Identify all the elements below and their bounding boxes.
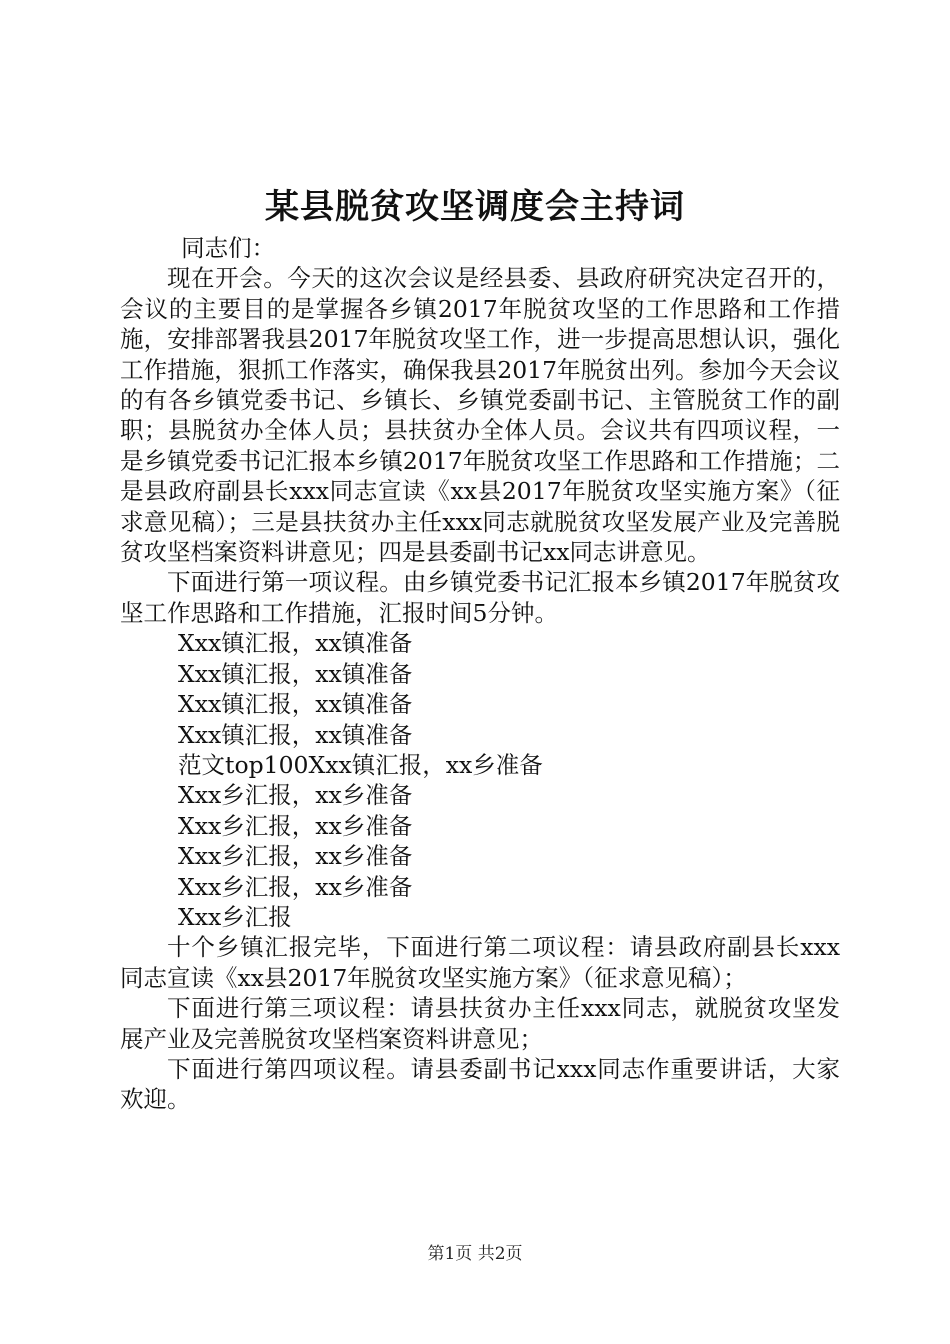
list-item: Xxx乡汇报，xx乡准备 bbox=[178, 872, 413, 901]
page-footer: 第1页 共2页 bbox=[427, 1244, 523, 1264]
list-item: Xxx镇汇报，xx镇准备 bbox=[178, 720, 413, 749]
report-order-list bbox=[120, 628, 840, 932]
paragraph-fourth-agenda: 下面进行第四项议程。请县委副书记xxx同志作重要讲话，大家欢迎。 bbox=[120, 1054, 840, 1114]
salutation: 同志们： bbox=[181, 234, 276, 262]
list-item: Xxx镇汇报，xx镇准备 bbox=[178, 629, 413, 658]
list-item: Xxx镇汇报，xx镇准备 bbox=[178, 690, 413, 719]
document-title: 某县脱贫攻坚调度会主持词 bbox=[265, 187, 685, 227]
paragraph-first-agenda: 下面进行第一项议程。由乡镇党委书记汇报本乡镇2017年脱贫攻坚工作思路和工作措施，汇报时间5分钟。 bbox=[120, 568, 840, 627]
paragraph-opening: 现在开会。今天的这次会议是经县委、县政府研究决定召开的，会议的主要目的是掌握各乡镇2017年脱贫攻坚的工作思路和工作措施，安排部署我县2017年脱贫攻坚工作，进一步提高思想认识，强化工作措施，狠抓工作落实，确保我县2017年脱贫出列。参加今天会议的有各乡镇党委书记、乡镇长、乡镇党委副书记、主管脱贫工作的副职；县脱贫办全体人员；县扶贫办全体人员。会议共有四项议程，一是乡镇党委书记汇报本乡镇2017年脱贫攻坚工作思路和工作措施；二是县政府副县长xxx同志宣读《xx县2017年脱贫攻坚实施方案》（征求意见稿）；三是县扶贫办主任xxx同志就脱贫攻坚发展产业及完善脱贫攻坚档案资料讲意见；四是县委副书记xx同志讲意见。 bbox=[120, 264, 840, 567]
paragraph-second-agenda: 十个乡镇汇报完毕，下面进行第二项议程：请县政府副县长xxx同志宣读《xx县2017年脱贫攻坚实施方案》（征求意见稿）； bbox=[120, 933, 840, 992]
list-item: Xxx乡汇报，xx乡准备 bbox=[178, 811, 413, 840]
list-item: Xxx镇汇报，xx镇准备 bbox=[178, 659, 413, 688]
list-item: Xxx乡汇报 bbox=[178, 902, 292, 931]
list-item: 范文top100Xxx镇汇报，xx乡准备 bbox=[178, 750, 543, 779]
document-body bbox=[120, 233, 840, 1115]
list-item: Xxx乡汇报，xx乡准备 bbox=[178, 781, 413, 810]
paragraph-third-agenda: 下面进行第三项议程：请县扶贫办主任xxx同志，就脱贫攻坚发展产业及完善脱贫攻坚档案资料讲意见； bbox=[120, 994, 840, 1053]
list-item: Xxx乡汇报，xx乡准备 bbox=[178, 842, 413, 871]
